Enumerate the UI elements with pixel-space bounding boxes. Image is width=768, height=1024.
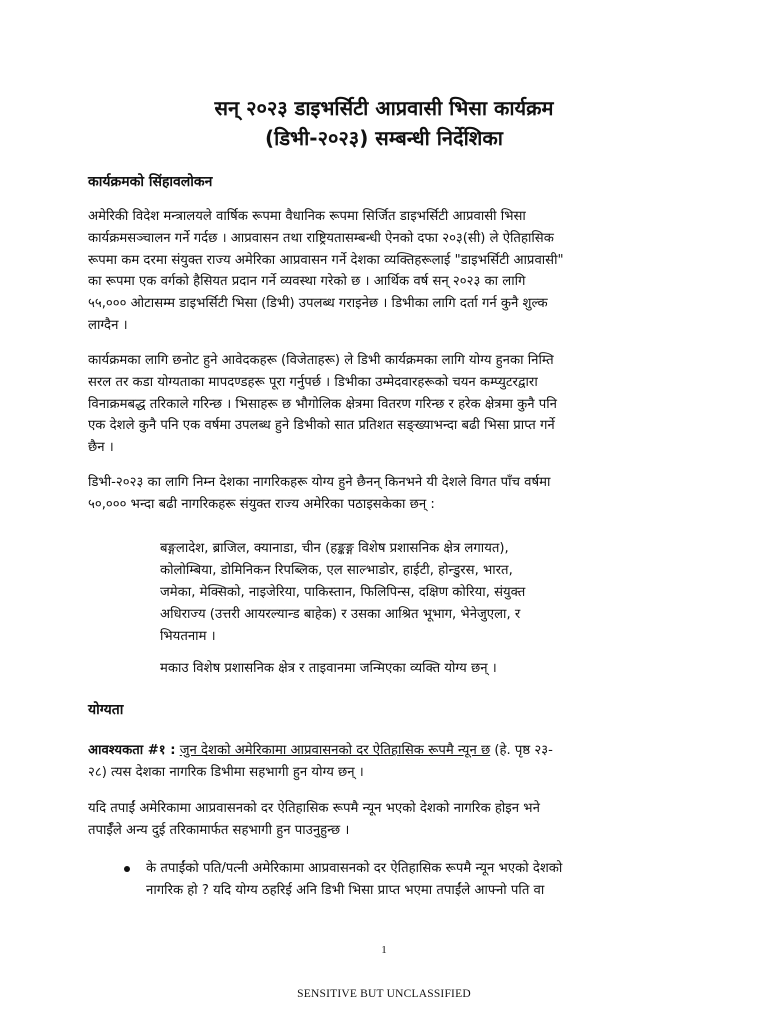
text-line: अमेरिकी विदेश मन्त्रालयले वार्षिक रूपमा वैधानिक रूपमा सिर्जित डाइभर्सिटी आप्रवासी भिसा [88,209,526,224]
document-title-line-1: सन् २०२३ डाइभर्सिटी आप्रवासी भिसा कार्यक्रम [214,96,554,120]
text-line: कार्यक्रमका लागि छनोट हुने आवेदकहरू (विजेताहरू) ले डिभी कार्यक्रमका लागि योग्य हुनका निम्ति [88,353,554,368]
text-line: २८) त्यस देशका नागरिक डिभीमा सहभागी हुन योग्य छन् । [88,764,364,780]
page-number: 1 [381,944,387,956]
requirement-1-paragraph [88,740,688,784]
text-line: भियतनाम । [160,629,216,644]
text-line: ५०,००० भन्दा बढी नागरिकहरू संयुक्त राज्य अमेरिका पठाइसकेका छन् : [88,496,435,512]
requirement-underlined-text: जुन देशको अमेरिकामा आप्रवासनको दर ऐतिहासिक रूपमै न्यून छ [179,743,491,758]
text-line: रूपमा कम दरमा संयुक्त राज्य अमेरिका आप्रवासन गर्ने देशका व्यक्तिहरूलाई "डाइभर्सिटी आप्रवासी" [88,252,564,268]
overview-paragraph-3 [88,472,688,516]
text-line: लाग्दैन । [88,317,128,333]
overview-paragraph-1 [88,206,688,337]
text-line: विनाक्रमबद्ध तरिकाले गरिन्छ । भिसाहरू छ भौगोलिक क्षेत्रमा वितरण गरिन्छ र हरेक क्षेत्रमा कुनै पनि [88,396,557,412]
text-line: छैन । [88,440,114,456]
text-line: अधिराज्य (उत्तरी आयरल्यान्ड बाहेक) र उसका आश्रित भूभाग, भेनेजुएला, र [160,607,521,622]
requirement-label: आवश्यकता #१ : [88,743,176,758]
text-line: सरल तर कडा योग्यताका मापदण्डहरू पूरा गर्नुपर्छ । डिभीका उम्मेदवारहरूको चयन कम्प्युटरद्वारा [88,374,538,390]
text-line: नागरिक हो ? यदि योग्य ठहरिई अनि डिभी भिसा प्राप्त भएमा तपाईंले आफ्नो पति वा [146,883,545,898]
bullet-text [146,858,686,902]
document-title-line-2: (डिभी-२०२३) सम्बन्धी निर्देशिका [265,126,503,150]
classification-footer: SENSITIVE BUT UNCLASSIFIED [297,988,471,1000]
text-line: कोलोम्बिया, डोमिनिकन रिपब्लिक, एल साल्भाडोर, हाईटी, होन्डुरस, भारत, [160,563,513,578]
text-line: ५५,००० ओटासम्म डाइभर्सिटी भिसा (डिभी) उपलब्ध गराइनेछ । डिभीका लागि दर्ता गर्न कुनै शुल्क [88,296,548,312]
text-line: एक देशले कुनै पनि एक वर्षमा उपलब्ध हुने डिभीको सात प्रतिशत सङ्ख्याभन्दा बढी भिसा प्राप्त गर्ने [88,418,555,434]
text-line: बङ्गलादेश, ब्राजिल, क्यानाडा, चीन (हङ्कङ्ग विशेष प्रशासनिक क्षेत्र लगायत), [160,541,509,556]
eligibility-paragraph [88,798,688,842]
overview-paragraph-2 [88,350,688,459]
text-line: कार्यक्रमसञ्चालन गर्ने गर्दछ । आप्रवासन तथा राष्ट्रियतासम्बन्धी ऐनको दफा २०३(सी) ले ऐतिहासिक [88,230,554,246]
macau-taiwan-note [160,658,600,680]
requirement-text: (हे. पृष्ठ २३- [490,743,553,758]
ineligible-country-list [160,538,600,648]
text-line: जमेका, मेक्सिको, नाइजेरिया, पाकिस्तान, फिलिपिन्स, दक्षिण कोरिया, संयुक्त [160,585,526,600]
text-line: डिभी-२०२३ का लागि निम्न देशका नागरिकहरू योग्य हुने छैनन् किनभने यी देशले विगत पाँच वर्षमा [88,475,551,490]
section-heading-overview: कार्यक्रमको सिंहावलोकन [88,174,213,190]
text-line: यदि तपाईं अमेरिकामा आप्रवासनको दर ऐतिहासिक रूपमै न्यून भएको देशको नागरिक होइन भने [88,801,540,816]
text-line [88,740,688,762]
bullet-icon [124,866,130,872]
text-line: तपाईँले अन्य दुई तरिकामार्फत सहभागी हुन पाउनुहुन्छ । [88,822,350,838]
text-line: के तपाईंको पति/पत्नी अमेरिकामा आप्रवासनको दर ऐतिहासिक रूपमै न्यून भएको देशको [146,861,563,876]
section-heading-eligibility: योग्यता [88,702,124,718]
text-line: मकाउ विशेष प्रशासनिक क्षेत्र र ताइवानमा जन्मिएका व्यक्ति योग्य छन् । [160,661,497,676]
text-line: का रूपमा एक वर्गको हैसियत प्रदान गर्ने व्यवस्था गरेको छ । आर्थिक वर्ष सन् २०२३ का लागि [88,274,526,290]
